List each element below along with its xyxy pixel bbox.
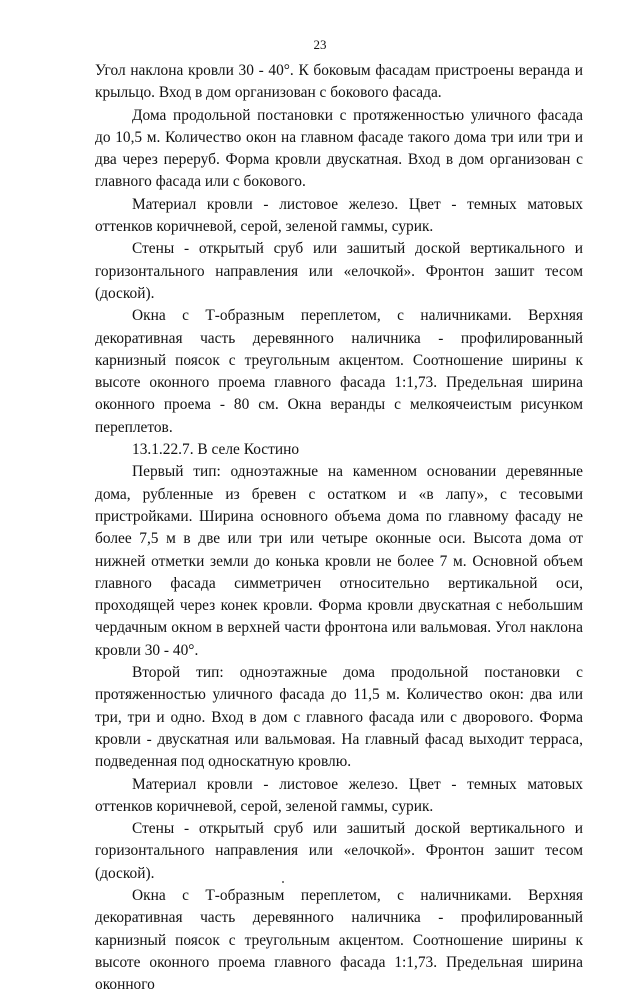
scan-speck: [282, 881, 284, 883]
section-heading-kostino: 13.1.22.7. В селе Костино: [132, 441, 300, 459]
document-body: [95, 60, 583, 996]
paragraph-first-type: Первый тип: одноэтажные на каменном основании деревянные дома, рубленные из бревен с остатком и «в лапу», с тесовыми пристройками. Ширина основного объема дома по главному фасаду не более 7,5 м в две или три или четыре оконные оси. Высота дома от нижней отметки земли до конька кровли не более 7 м. Основной объем главного фасада симметричен относительно вертикальной оси, проходящей через конек кровли. Форма кровли двускатная с небольшим чердачным окном в верхней части фронтона или вальмовая. Угол наклона кровли 30 - 40°.: [95, 463, 583, 659]
paragraph-roof-material-2: Материал кровли - листовое железо. Цвет - темных матовых оттенков коричневой, серой, зеленой гаммы, сурик.: [95, 775, 583, 815]
paragraph-walls: Стены - открытый сруб или зашитый доской вертикального и горизонтального направления или «елочкой». Фронтон зашит тесом (доской).: [95, 240, 583, 302]
page-number: 23: [313, 37, 327, 52]
paragraph-windows-2: Окна с Т-образным переплетом, с наличниками. Верхняя декоративная часть деревянного наличника - профилированный карнизный поясок с треугольным акцентом. Соотношение ширины к высоте оконного проема главного фасада 1:1,73. Предельная ширина оконного: [95, 886, 583, 994]
paragraph-walls-2: Стены - открытый сруб или зашитый доской вертикального и горизонтального направления или «елочкой». Фронтон зашит тесом (доской).: [95, 820, 583, 882]
paragraph-roof-angle: Угол наклона кровли 30 - 40°. К боковым фасадам пристроены веранда и крыльцо. Вход в дом организован с бокового фасада.: [95, 62, 583, 102]
paragraph-second-type: Второй тип: одноэтажные дома продольной постановки с протяженностью уличного фасада до 11,5 м. Количество окон: два или три, три и одно. Вход в дом с главного фасада или с дворового. Форма кровли - двускатная или вальмовая. На главный фасад выходит терраса, подведенная под односкатную кровлю.: [95, 664, 583, 771]
paragraph-windows: Окна с Т-образным переплетом, с наличниками. Верхняя декоративная часть деревянного наличника - профилированный карнизный поясок с треугольным акцентом. Соотношение ширины к высоте оконного проема главного фасада 1:1,73. Предельная ширина оконного проема - 80 см. Окна веранды с мелкоячеистым рисунком переплетов.: [95, 307, 583, 436]
paragraph-longitudinal-houses: Дома продольной постановки с протяженностью уличного фасада до 10,5 м. Количество окон на главном фасаде такого дома три или три и два через переруб. Форма кровли двускатная. Вход в дом организован с главного фасада или с бокового.: [95, 106, 583, 191]
paragraph-roof-material: Материал кровли - листовое железо. Цвет - темных матовых оттенков коричневой, серой, зеленой гаммы, сурик.: [95, 195, 583, 236]
